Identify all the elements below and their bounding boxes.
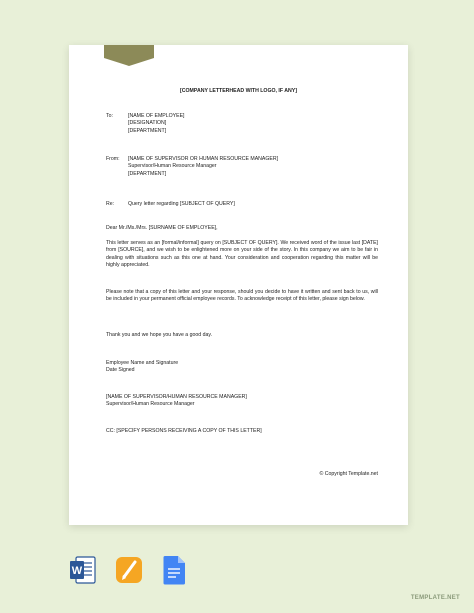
salutation: Dear Mr./Ms./Mrs. [SURNAME OF EMPLOYEE], (106, 225, 218, 231)
to-line: [NAME OF EMPLOYEE] (128, 113, 185, 119)
word-glyph: W (71, 565, 83, 577)
letter-page (69, 45, 408, 525)
signature-line: Employee Name and Signature (106, 360, 179, 366)
letterhead: [COMPANY LETTERHEAD WITH LOGO, IF ANY] (180, 88, 297, 94)
to-block (106, 113, 378, 137)
re-text: Query letter regarding [SUBJECT OF QUERY] (128, 201, 235, 207)
from-block (106, 156, 378, 180)
google-docs-icon[interactable] (162, 555, 188, 585)
sender-line: [NAME OF SUPERVISOR/HUMAN RESOURCE MANAGER] (106, 394, 247, 400)
from-lines (128, 156, 278, 178)
re-label: Re: (106, 201, 115, 207)
closing: Thank you and we hope you have a good day. (106, 332, 213, 338)
to-line: [DEPARTMENT] (128, 127, 167, 134)
watermark: TEMPLATE.NET (410, 595, 460, 601)
paragraph-2: Please note that a copy of this letter and your response, should you decide to have it written and sent back to us, will be included in your permanent official employee records. To acknowledge receipt of this letter, please sign below. (106, 289, 378, 303)
copyright: © Copyright Template.net (319, 471, 378, 477)
word-icon[interactable] (70, 555, 96, 585)
pages-icon[interactable] (116, 555, 142, 585)
to-line: [DESIGNATION] (128, 120, 167, 127)
letter-body (69, 45, 408, 525)
signature-block (106, 360, 378, 375)
from-line: [NAME OF SUPERVISOR OR HUMAN RESOURCE MANAGER] (128, 156, 279, 162)
cc-line: CC: [SPECIFY PERSONS RECEIVING A COPY OF THIS LETTER] (106, 428, 262, 434)
re-block (106, 201, 378, 209)
sender-block (106, 394, 378, 409)
from-line: [DEPARTMENT] (128, 170, 167, 177)
sender-line: Supervisor/Human Resource Manager (106, 401, 195, 408)
from-line: Supervisor/Human Resource Manager (128, 163, 217, 170)
to-lines (128, 113, 185, 135)
to-label: To: (106, 113, 113, 119)
app-icons (70, 555, 188, 585)
signature-line: Date Signed (106, 367, 135, 374)
from-label: From: (106, 156, 120, 162)
paragraph-1: This letter serves as an [formal/informal] query on [SUBJECT OF QUERY]. We received word of the issue last [DATE] from [SOURCE], and we wish to be enlightened more on your side of the story. In this company we aim to be fair in dealing with situations such as this one at hand. Your consideration and cooperation regarding this matter will be highly appreciated. (106, 240, 378, 268)
